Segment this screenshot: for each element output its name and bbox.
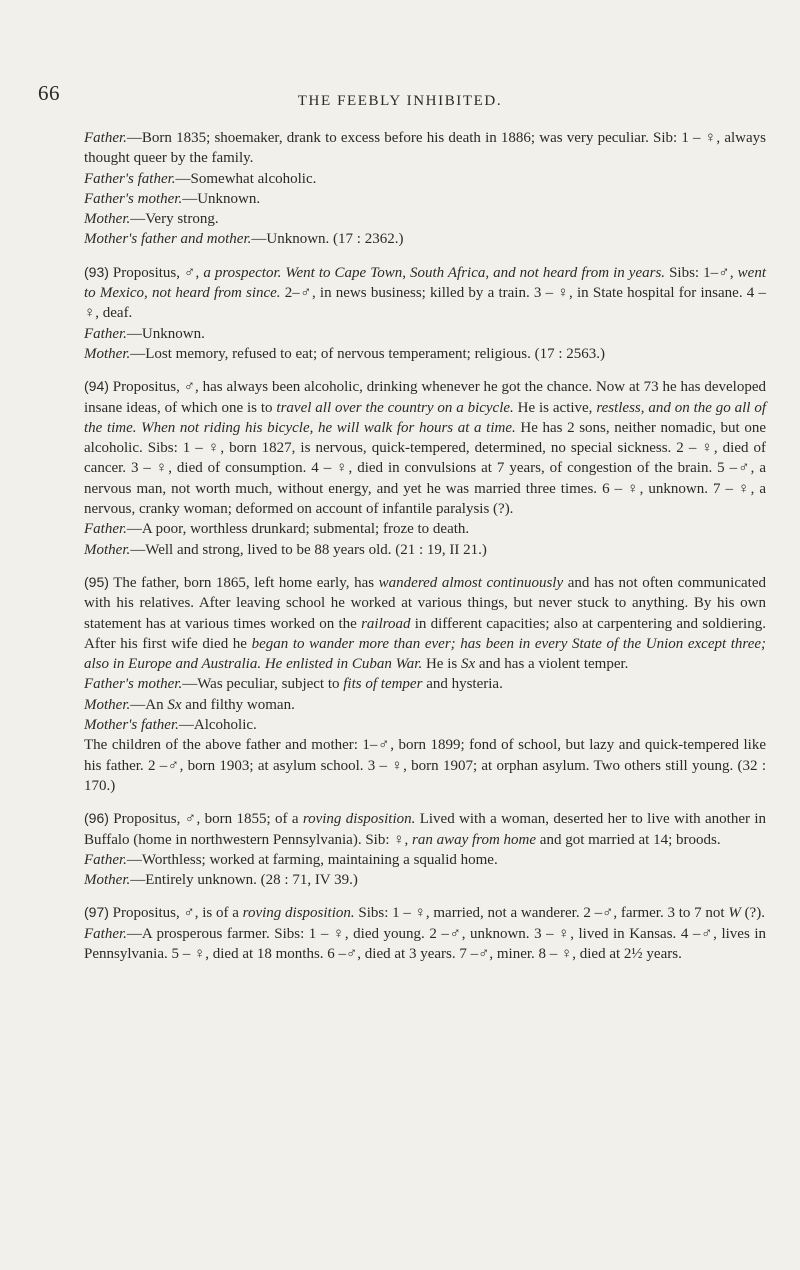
italic-text: W	[728, 905, 741, 922]
case-number: (96)	[84, 810, 109, 827]
italic-text: Father.	[84, 130, 127, 146]
case-number: (95)	[84, 573, 109, 590]
text-run: —Unknown.	[126, 325, 205, 342]
paragraph	[84, 519, 766, 539]
paragraph	[84, 695, 766, 715]
paragraph	[84, 870, 766, 890]
italic-text: wandered almost continuously	[378, 574, 564, 591]
paragraph	[84, 344, 766, 364]
paragraph	[84, 715, 766, 735]
text-run: in different capacities; also at carpentering and soldiering. After his first wife died he	[84, 615, 766, 652]
italic-text: fits of temper	[343, 676, 423, 693]
case-paragraph	[84, 902, 766, 923]
case-number: (97)	[84, 904, 109, 921]
text-run: and has a violent temper.	[475, 656, 629, 673]
italic-text: Mother's father.	[84, 717, 179, 734]
text-run: —Very strong.	[130, 211, 219, 228]
paragraph	[84, 128, 766, 169]
text-run: —A prosperous farmer. Sibs: 1 – ♀, died young. 2 –♂, unknown. 3 – ♀, lived in Kansas. 4 –♂, lives in Pennsylvania. 5 – ♀, died at 18 months. 6 –♂, died at 3 years. 7 –♂, miner. 8 – ♀, died at 2½ years.	[84, 925, 766, 962]
italic-text: a prospector. Went to Cape Town, South Africa, and not heard from in years.	[203, 264, 666, 281]
italic-text: roving disposition.	[302, 811, 416, 828]
text-run: Propositus, ♂, has always been alcoholic, drinking whenever he got the chance. Now at 73 he has developed insane ideas, of which one is to	[84, 379, 766, 416]
italic-text: Father.	[84, 851, 127, 868]
text-run: The children of the above father and mother: 1–♂, born 1899; fond of school, but lazy and quick-tempered like his father. 2 –♂, born 1903; at asylum school. 3 – ♀, born 1907; at orphan asylum. Two others still young. (32 : 170.)	[84, 737, 766, 794]
italic-text: Father.	[84, 925, 127, 942]
italic-text: Father.	[84, 325, 127, 342]
paragraph	[84, 924, 766, 965]
italic-text: travel all over the country on a bicycle.	[276, 399, 514, 416]
text-run: and has not often communicated with his relatives. After leaving school he worked at various things, but never stuck to anything. By his own statement has at various times worked on the	[84, 574, 766, 632]
italic-text: Sx	[460, 656, 476, 673]
text-run: and filthy woman.	[181, 696, 295, 713]
paragraph	[84, 850, 766, 870]
text-run: —Well and strong, lived to be 88 years old. (21 : 19, II 21.)	[130, 541, 487, 558]
text-run: He is active,	[513, 399, 597, 416]
italic-text: railroad	[361, 615, 411, 632]
case-paragraph	[84, 262, 766, 324]
paragraph	[84, 209, 766, 229]
text-run: —Was peculiar, subject to	[182, 676, 344, 693]
case-paragraph	[84, 376, 766, 519]
italic-text: Mother.	[84, 696, 131, 713]
text-run: —Entirely unknown. (28 : 71, IV 39.)	[130, 872, 358, 889]
text-run: —Alcoholic.	[178, 717, 257, 734]
italic-text: Father's mother.	[84, 676, 183, 693]
text-run: He has 2 sons, neither nomadic, but one alcoholic. Sibs: 1 – ♀, born 1827, is nervous, quick-tempered, determined, no special sickness. 2 – ♀, died of cancer. 3 – ♀, died of consumption. 4 – ♀, died in convulsions at 7 years, of congestion of the brain. 5 –♂, a nervous man, not worth much, without energy, and yet he was married three times. 6 – ♀, unknown. 7 – ♀, a nervous, cranky woman; deformed on account of infantile paralysis (?).	[84, 419, 767, 518]
text-run: —Worthless; worked at farming, maintaining a squalid home.	[126, 851, 498, 868]
case-number: (93)	[84, 263, 109, 280]
text-run: 2–♂, in news business; killed by a train. 3 – ♀, in State hospital for insane. 4 – ♀, deaf.	[84, 285, 766, 322]
italic-text: Father's mother.	[84, 190, 183, 207]
text-run: —Born 1835; shoemaker, drank to excess before his death in 1886; was very peculiar. Sib: 1 – ♀, always thought queer by the family.	[84, 130, 766, 167]
text-run: The father, born 1865, left home early, has	[108, 574, 379, 591]
italic-text: began to wander more than ever; has been in every State of the Union except three; also in Europe and Australia. He enlisted in Cuban War.	[84, 635, 767, 673]
text-run: —Unknown. (17 : 2362.)	[251, 231, 404, 248]
text-run: Propositus, ♂,	[108, 264, 204, 281]
paragraph	[84, 169, 766, 189]
italic-text: Mother's father and mother.	[84, 231, 252, 248]
text-run: Propositus, ♂, is of a	[108, 905, 243, 922]
paragraph	[84, 540, 766, 560]
paragraph	[84, 324, 766, 344]
text-run: Lived with a woman, deserted her to live with another in Buffalo (home in northwestern Pennsylvania). Sib: ♀,	[84, 811, 766, 848]
italic-text: went to Mexico, not heard from since.	[84, 264, 767, 302]
italic-text: ran away from home	[412, 831, 537, 848]
running-head: THE FEEBLY INHIBITED.	[297, 93, 503, 109]
text-run: Sibs: 1–♂,	[665, 264, 738, 281]
italic-text: Mother.	[84, 211, 131, 228]
text-run: —An	[130, 696, 168, 713]
case-paragraph	[84, 572, 766, 674]
italic-text: Father.	[84, 521, 127, 538]
italic-text: Mother.	[84, 872, 131, 889]
text-run: —Somewhat alcoholic.	[175, 170, 317, 187]
italic-text: Sx	[167, 696, 182, 713]
paragraph	[84, 229, 766, 249]
italic-text: Mother.	[84, 541, 131, 558]
case-number: (94)	[84, 378, 109, 395]
text-run: —Lost memory, refused to eat; of nervous temperament; religious. (17 : 2563.)	[130, 345, 605, 362]
text-run: and got married at 14; broods.	[536, 831, 721, 848]
paragraph	[84, 735, 766, 796]
text-run: and hysteria.	[422, 676, 503, 693]
text-run: Sibs: 1 – ♀, married, not a wanderer. 2 –♂, farmer. 3 to 7 not	[354, 905, 729, 922]
text-run: He is	[422, 656, 461, 673]
page-number: 66	[38, 81, 60, 105]
italic-text: Father's father.	[84, 170, 176, 187]
text-run: Propositus, ♂, born 1855; of a	[108, 811, 303, 828]
italic-text: restless, and on the go all of the time. When not riding his bicycle, he will walk for hours at a time.	[84, 399, 767, 436]
text-run: —Unknown.	[182, 190, 261, 207]
body-text	[84, 128, 766, 964]
italic-text: roving disposition.	[242, 905, 355, 922]
italic-text: Mother.	[84, 345, 131, 362]
text-run: (?).	[740, 905, 765, 922]
paragraph	[84, 674, 766, 694]
text-run: —A poor, worthless drunkard; submental; froze to death.	[126, 521, 470, 538]
paragraph	[84, 189, 766, 209]
case-paragraph	[84, 808, 766, 850]
